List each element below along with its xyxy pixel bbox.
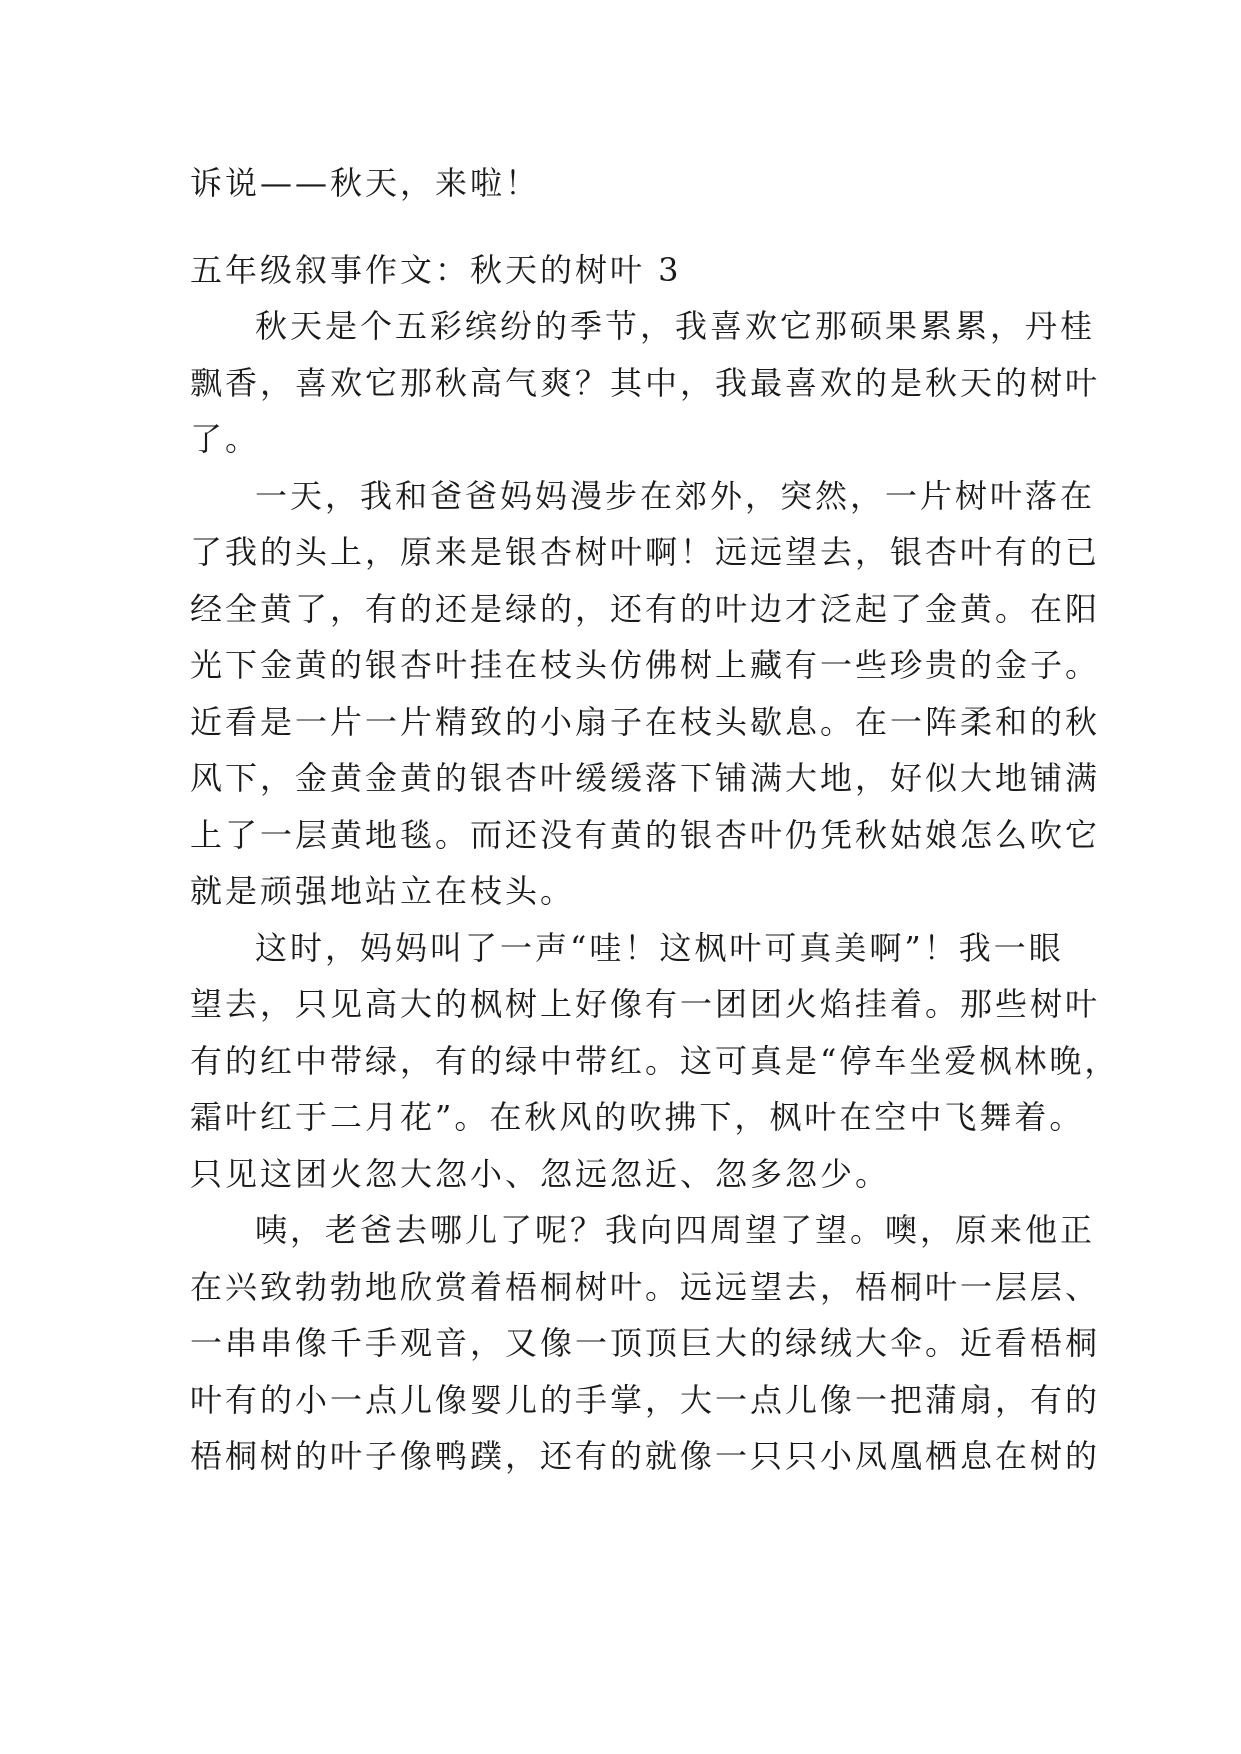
text-line: 近看是一片一片精致的小扇子在枝头歇息。在一阵柔和的秋 [190,703,1101,741]
text-line: 风下，金黄金黄的银杏叶缓缓落下铺满大地，好似大地铺满 [190,759,1101,797]
text-line: 一串串像千手观音，又像一顶顶巨大的绿绒大伞。近看梧桐 [190,1324,1101,1362]
text-line: 秋天是个五彩缤纷的季节，我喜欢它那硕果累累，丹桂 [255,307,1096,345]
text-line: 了我的头上，原来是银杏树叶啊！远远望去，银杏叶有的已 [190,533,1101,571]
text-line: 在兴致勃勃地欣赏着梧桐树叶。远远望去，梧桐叶一层层、 [190,1268,1101,1306]
section-heading: 五年级叙事作文：秋天的树叶 3 [190,251,682,289]
text-line: 梧桐树的叶子像鸭蹼，还有的就像一只只小凤凰栖息在树的 [190,1437,1101,1475]
text-line: 就是顽强地站立在枝头。 [190,872,576,910]
text-line: 一天，我和爸爸妈妈漫步在郊外，突然，一片树叶落在 [255,477,1096,515]
text-line: 飘香，喜欢它那秋高气爽？其中，我最喜欢的是秋天的树叶 [190,364,1101,402]
text-line: 咦，老爸去哪儿了呢？我向四周望了望。噢，原来他正 [255,1211,1096,1249]
text-line: 光下金黄的银杏叶挂在枝头仿佛树上藏有一些珍贵的金子。 [190,646,1101,684]
text-line: 有的红中带绿，有的绿中带红。这可真是“停车坐爱枫林晚， [190,1042,1120,1080]
text-line: 这时，妈妈叫了一声“哇！这枫叶可真美啊”！我一眼 [255,929,1064,967]
text-line: 诉说——秋天，来啦！ [190,164,541,202]
text-line: 只见这团火忽大忽小、忽远忽近、忽多忽少。 [190,1155,891,1193]
text-line: 上了一层黄地毯。而还没有黄的银杏叶仍凭秋姑娘怎么吹它 [190,816,1101,854]
text-line: 望去，只见高大的枫树上好像有一团团火焰挂着。那些树叶 [190,985,1101,1023]
text-line: 叶有的小一点儿像婴儿的手掌，大一点儿像一把蒲扇，有的 [190,1381,1101,1419]
text-line: 经全黄了，有的还是绿的，还有的叶边才泛起了金黄。在阳 [190,590,1101,628]
text-line: 霜叶红于二月花”。在秋风的吹拂下，枫叶在空中飞舞着。 [190,1098,1085,1136]
text-line: 了。 [190,420,261,458]
